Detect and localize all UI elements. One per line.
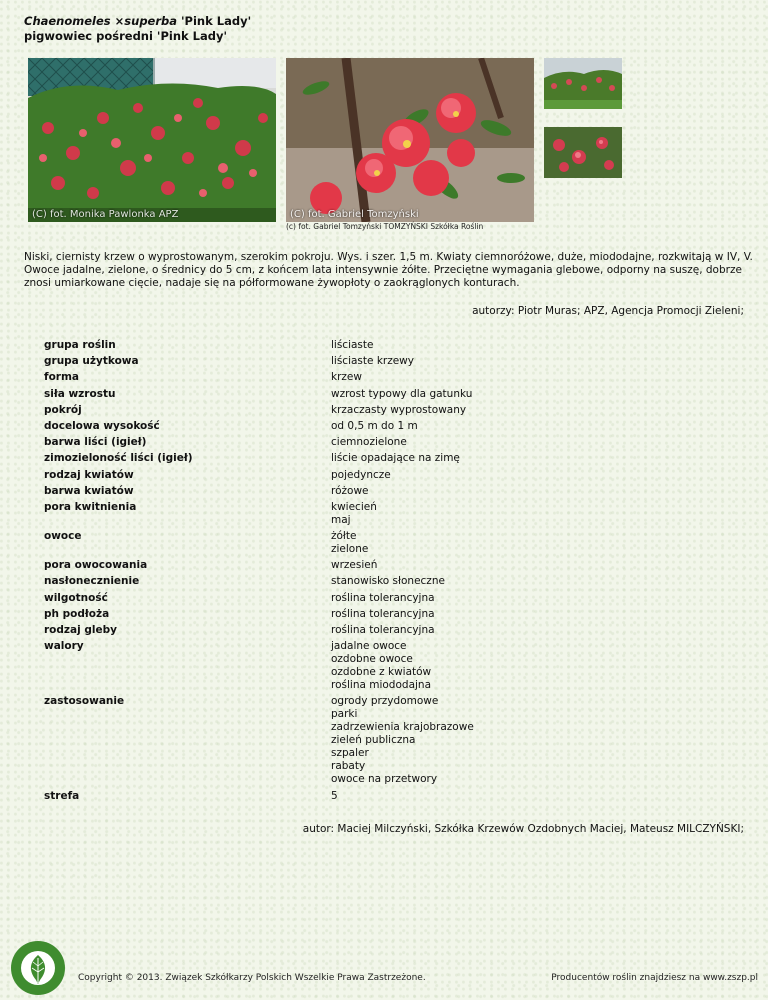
- property-value: rabaty: [331, 760, 366, 773]
- property-row: [44, 624, 644, 637]
- property-label: owoce: [44, 530, 82, 543]
- photo-credit-center: (C) fot. Gabriel Tomzyński: [290, 209, 419, 220]
- property-label: grupa użytkowa: [44, 355, 139, 368]
- thumbnail-hedge[interactable]: [544, 58, 622, 109]
- property-row: [44, 592, 644, 605]
- property-value: liście opadające na zimę: [331, 452, 460, 465]
- property-label: nasłonecznienie: [44, 575, 140, 588]
- property-values: [331, 355, 414, 368]
- property-row: [44, 790, 644, 803]
- photo-caption: (c) fot. Gabriel Tomzyński TOMZYŃSKI Szkółka Roślin: [286, 222, 484, 231]
- property-value: wzrost typowy dla gatunku: [331, 387, 473, 400]
- property-value: roślina tolerancyjna: [331, 607, 435, 620]
- property-row: [44, 355, 644, 368]
- property-label: zimozieloność liści (igieł): [44, 452, 193, 465]
- photo-credit-left: (C) fot. Monika Pawlonka APZ: [32, 209, 179, 220]
- plant-title: [24, 14, 251, 44]
- property-row: [44, 469, 644, 482]
- property-label: forma: [44, 371, 79, 384]
- property-value: ciemnozielone: [331, 436, 407, 449]
- property-row: [44, 404, 644, 417]
- property-values: [331, 371, 362, 384]
- property-value: roślina tolerancyjna: [331, 591, 435, 604]
- property-row: [44, 608, 644, 621]
- property-label: barwa liści (igieł): [44, 436, 147, 449]
- property-values: [331, 436, 407, 449]
- property-value: zielone: [331, 543, 369, 556]
- property-value: krzaczasty wyprostowany: [331, 403, 467, 416]
- property-row: [44, 420, 644, 433]
- property-label: zastosowanie: [44, 695, 125, 708]
- property-value: 5: [331, 789, 338, 802]
- zszp-logo[interactable]: [10, 940, 66, 996]
- property-values: [331, 640, 431, 692]
- producers-link[interactable]: Producentów roślin znajdziesz na www.zszp.pl: [551, 973, 758, 983]
- property-value: żółte: [331, 530, 357, 543]
- property-values: [331, 695, 474, 786]
- property-values: [331, 339, 373, 352]
- property-row: [44, 501, 644, 527]
- property-value: jadalne owoce: [331, 640, 407, 653]
- property-row: [44, 388, 644, 401]
- property-label: pokrój: [44, 403, 82, 416]
- property-label: siła wzrostu: [44, 387, 116, 400]
- property-value: zieleń publiczna: [331, 734, 416, 747]
- property-values: [331, 592, 435, 605]
- property-row: [44, 559, 644, 572]
- property-row: [44, 436, 644, 449]
- property-values: [331, 388, 472, 401]
- plant-description: Niski, ciernisty krzew o wyprostowanym, szerokim pokroju. Wys. i szer. 1,5 m. Kwiaty ciemnoróżowe, duże, miododajne, rozkwitają w IV, V. Owoce jadalne, zielone, o średnicy do 5 cm, z końcem lata intensywnie żółte. Przeciętne wymagania glebowe, odporny na suszę, dobrze znosi umiarkowane cięcie, nadaje się na półformowane żywopłoty o zaokrąglonych konturach.: [24, 251, 753, 289]
- property-value: roślina tolerancyjna: [331, 624, 435, 636]
- property-value: stanowisko słoneczne: [331, 575, 445, 588]
- property-value: ogrody przydomowe: [331, 695, 439, 708]
- property-values: [331, 420, 418, 433]
- property-values: [331, 559, 377, 572]
- properties-author: autor: Maciej Milczyński, Szkółka Krzewów Ozdobnych Maciej, Mateusz MILCZYŃSKI;: [302, 823, 744, 835]
- property-row: [44, 575, 644, 588]
- property-label: ph podłoża: [44, 607, 110, 620]
- property-label: rodzaj gleby: [44, 624, 117, 636]
- property-values: [331, 790, 338, 803]
- property-value: liściaste: [331, 339, 374, 351]
- cultivar-name: 'Pink Lady': [177, 14, 252, 28]
- property-value: parki: [331, 708, 358, 721]
- property-values: [331, 624, 435, 637]
- description-authors: autorzy: Piotr Muras; APZ, Agencja Promocji Zieleni;: [472, 305, 744, 317]
- property-value: kwiecień: [331, 500, 377, 513]
- property-value: różowe: [331, 484, 369, 497]
- property-values: [331, 575, 445, 588]
- property-row: [44, 640, 644, 692]
- flower-closeup-photo[interactable]: [286, 58, 534, 222]
- property-label: docelowa wysokość: [44, 419, 160, 432]
- property-label: barwa kwiatów: [44, 484, 134, 497]
- property-label: rodzaj kwiatów: [44, 468, 134, 481]
- thumbnail-flowers[interactable]: [544, 127, 622, 178]
- property-label: grupa roślin: [44, 339, 116, 351]
- property-value: wrzesień: [331, 559, 378, 572]
- property-value: krzew: [331, 371, 362, 384]
- property-value: roślina miododajna: [331, 679, 432, 692]
- properties-table: [44, 339, 644, 806]
- property-value: ozdobne owoce: [331, 653, 413, 666]
- property-values: [331, 530, 368, 556]
- property-label: wilgotność: [44, 591, 108, 604]
- property-value: liściaste krzewy: [331, 355, 414, 368]
- copyright-text: Copyright © 2013. Związek Szkółkarzy Polskich Wszelkie Prawa Zastrzeżone.: [78, 973, 426, 983]
- property-label: pora kwitnienia: [44, 500, 137, 513]
- hedge-photo[interactable]: [28, 58, 276, 222]
- property-value: od 0,5 m do 1 m: [331, 419, 418, 432]
- property-label: strefa: [44, 789, 80, 802]
- polish-name: pigwowiec pośredni 'Pink Lady': [24, 29, 227, 43]
- property-value: owoce na przetwory: [331, 773, 438, 786]
- property-values: [331, 501, 377, 527]
- property-values: [331, 452, 460, 465]
- property-label: pora owocowania: [44, 559, 148, 572]
- property-values: [331, 469, 391, 482]
- property-value: pojedyncze: [331, 468, 391, 481]
- property-value: maj: [331, 513, 351, 526]
- property-values: [331, 485, 369, 498]
- property-row: [44, 695, 644, 786]
- property-row: [44, 339, 644, 352]
- property-row: [44, 452, 644, 465]
- property-value: zadrzewienia krajobrazowe: [331, 721, 474, 734]
- property-row: [44, 485, 644, 498]
- property-row: [44, 530, 644, 556]
- property-value: ozdobne z kwiatów: [331, 666, 432, 679]
- latin-name: Chaenomeles ×superba: [24, 14, 178, 28]
- property-values: [331, 404, 466, 417]
- property-values: [331, 608, 435, 621]
- property-value: szpaler: [331, 747, 369, 760]
- property-row: [44, 371, 644, 384]
- property-label: walory: [44, 640, 84, 653]
